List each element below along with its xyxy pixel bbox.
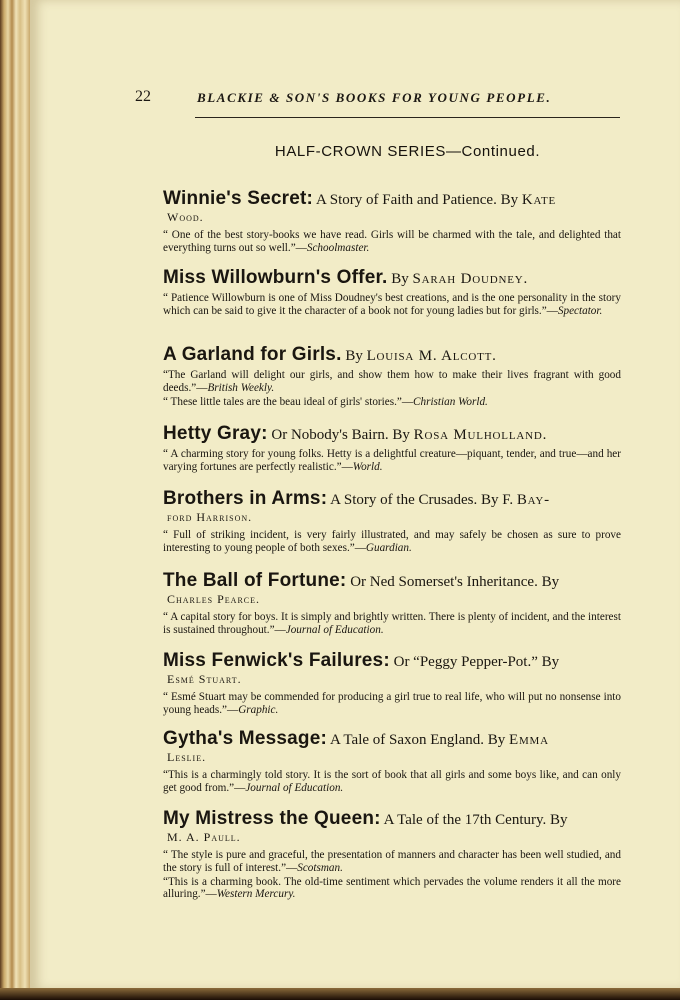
review-source: British Weekly. <box>207 381 275 394</box>
page-bottom-edge <box>0 988 680 1000</box>
book-entry <box>163 190 621 255</box>
book-title: Miss Willowburn's Offer. <box>163 267 388 288</box>
book-title: Gytha's Message: <box>163 728 328 749</box>
review-quote <box>163 691 621 717</box>
series-title: HALF-CROWN SERIES—Continued. <box>274 143 541 160</box>
book-subtitle: Or “Peggy Pepper-Pot.” By <box>389 654 560 670</box>
entry-heading <box>163 490 621 509</box>
review-text: “ One of the best story-books we have read. Girls will be charmed with the tale, and delighted that everything turns out so well.”— <box>163 229 621 254</box>
review-text: “This is a charming book. The old-time sentiment which pervades the volume renders it all the more alluring.”— <box>163 875 621 901</box>
book-title: Winnie's Secret: <box>163 188 314 209</box>
review-source: Journal of Education. <box>285 623 384 636</box>
entry-heading <box>163 346 621 365</box>
review-quote <box>163 876 621 902</box>
book-spine-edge <box>0 0 30 1000</box>
review-source: World. <box>352 460 383 473</box>
review-source: Graphic. <box>238 703 279 716</box>
running-head: BLACKIE & SON'S BOOKS FOR YOUNG PEOPLE. <box>197 90 552 105</box>
author-name: Emma <box>509 732 549 748</box>
review-source: Spectator. <box>557 304 603 317</box>
review-quote <box>163 448 621 474</box>
review-quote <box>163 369 621 395</box>
author-name: Rosa Mulholland. <box>413 427 548 443</box>
review-quote <box>163 229 621 255</box>
review-text: “This is a charmingly told story. It is the sort of book that all girls and some boys like, and can only get good from.”— <box>163 769 621 794</box>
book-entry <box>163 572 621 637</box>
book-entry <box>163 652 621 717</box>
book-title: The Ball of Fortune: <box>163 570 347 591</box>
review-text: “ Patience Willowburn is one of Miss Doudney's best creations, and is the one personality in the story which can be said to give it the character of a book not for young ladies but for girls.”— <box>163 292 621 317</box>
author-name-continued: Charles Pearce. <box>167 592 261 606</box>
author-name-continued: Leslie. <box>167 750 207 764</box>
entry-heading <box>163 572 621 591</box>
book-entry <box>163 269 621 318</box>
review-source: Scotsman. <box>297 861 343 874</box>
review-quote <box>163 396 621 409</box>
entry-heading <box>163 269 621 288</box>
review-quote <box>163 529 621 555</box>
author-name-continued: Esmé Stuart. <box>167 672 242 686</box>
review-source: Guardian. <box>365 541 412 554</box>
book-subtitle: A Tale of Saxon England. By <box>327 732 510 748</box>
book-title: My Mistress the Queen: <box>163 808 381 829</box>
entry-heading <box>163 810 621 829</box>
entry-heading <box>163 730 621 749</box>
review-source: Western Mercury. <box>216 888 296 901</box>
review-source: Journal of Education. <box>245 781 344 794</box>
author-name-continued: ford Harrison. <box>167 510 253 524</box>
review-text: “ A charming story for young folks. Hetty is a delightful creature—piquant, tender, and true—and her varying fortunes are perfectly realistic.”— <box>163 448 621 473</box>
book-entry <box>163 730 621 795</box>
book-entry <box>163 346 621 408</box>
book-title: Brothers in Arms: <box>163 488 328 509</box>
book-title: Hetty Gray: <box>163 423 268 444</box>
page-number: 22 <box>135 88 151 105</box>
author-name-continued: M. A. Paull. <box>167 830 241 844</box>
author-name: Sarah Doudney. <box>412 271 529 287</box>
book-subtitle: Or Nobody's Bairn. By <box>267 427 414 443</box>
book-subtitle: A Story of Faith and Patience. By <box>313 192 522 208</box>
review-text: “The Garland will delight our girls, and show them how to make their lives fragrant with good deeds.”— <box>163 369 621 394</box>
book-subtitle: By <box>387 271 413 287</box>
book-subtitle: A Story of the Crusades. By F. <box>327 492 517 508</box>
book-title: Miss Fenwick's Failures: <box>163 650 390 671</box>
header-rule <box>195 117 620 118</box>
review-text: “ These little tales are the beau ideal of girls' stories.”— <box>163 395 414 408</box>
review-quote <box>163 769 621 795</box>
author-name: Louisa M. Alcott. <box>366 348 497 364</box>
author-name: Bay- <box>516 492 550 508</box>
review-quote <box>163 611 621 637</box>
book-subtitle: A Tale of the 17th Century. By <box>380 812 568 828</box>
review-quote <box>163 292 621 318</box>
review-text: “ Full of striking incident, is very fairly illustrated, and may safely be chosen as sure to prove interesting to young people of both sexes.”— <box>163 529 621 554</box>
entry-heading <box>163 652 621 671</box>
book-entry <box>163 490 621 555</box>
entry-heading <box>163 190 621 209</box>
review-text: “ A capital story for boys. It is simply and brightly written. There is plenty of incident, and the interest is sustained throughout.”— <box>163 611 621 636</box>
review-source: Christian World. <box>413 395 488 408</box>
review-quote <box>163 849 621 875</box>
review-text: “ The style is pure and graceful, the presentation of manners and character has been well studied, and the story is full of interest.”— <box>163 849 621 874</box>
page-header <box>135 88 590 110</box>
entry-heading <box>163 425 621 444</box>
book-entry <box>163 425 621 474</box>
review-text: “ Esmé Stuart may be commended for producing a girl true to real life, who will put no nonsense into young heads.”— <box>163 691 621 716</box>
review-source: Schoolmaster. <box>306 241 370 254</box>
author-name-continued: Wood. <box>167 210 204 224</box>
book-title: A Garland for Girls. <box>163 344 342 365</box>
book-entry <box>163 810 621 901</box>
book-subtitle: Or Ned Somerset's Inheritance. By <box>346 574 560 590</box>
book-subtitle: By <box>341 348 367 364</box>
author-name: Kate <box>521 192 557 208</box>
